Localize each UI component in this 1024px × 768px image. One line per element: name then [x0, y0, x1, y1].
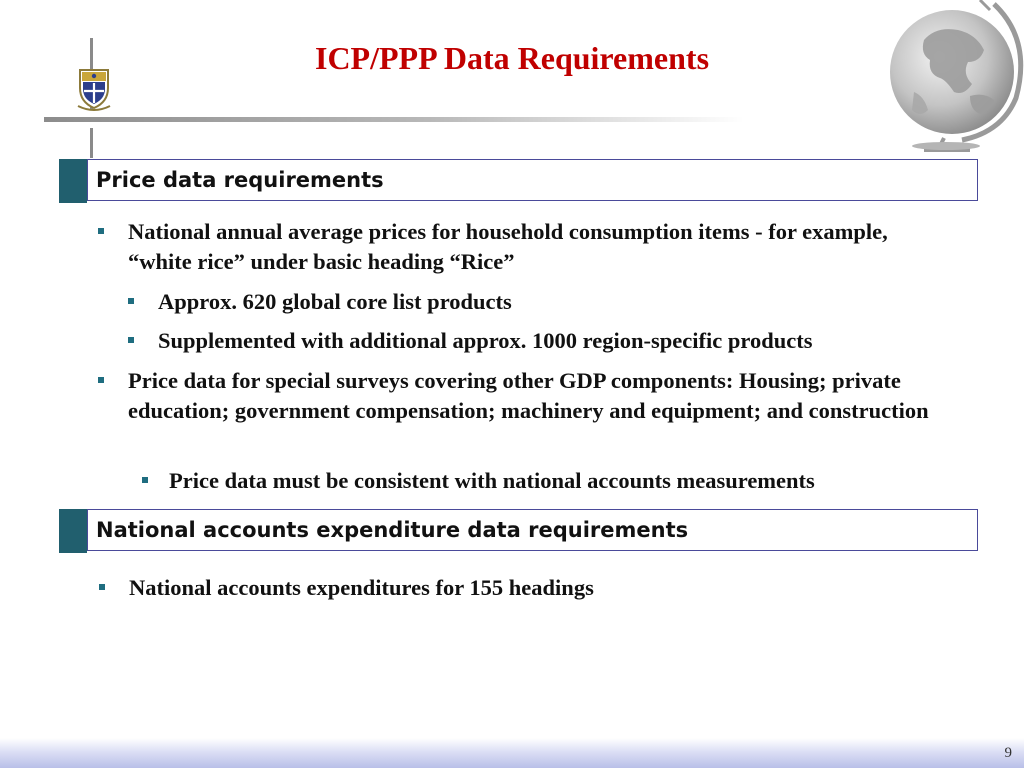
header-horizontal-rule — [44, 117, 744, 122]
section-tab-national-accounts — [59, 509, 87, 553]
page-title: ICP/PPP Data Requirements — [314, 40, 710, 76]
list-item: Price data for special surveys covering other GDP components: Housing; private education; government compensation; machinery and equipment; and construction — [128, 368, 929, 423]
list-item: National annual average prices for household consumption items - for example, “white rice” under basic heading “Rice” — [128, 219, 888, 274]
square-bullet-icon — [98, 228, 104, 234]
square-bullet-icon — [142, 477, 148, 483]
square-bullet-icon — [128, 298, 134, 304]
list-item: Supplemented with additional approx. 1000 region-specific products — [158, 328, 813, 353]
square-bullet-icon — [98, 377, 104, 383]
list-item: Approx. 620 global core list products — [158, 289, 512, 314]
square-bullet-icon — [128, 337, 134, 343]
section-heading-price-data — [87, 159, 978, 201]
university-crest-icon — [76, 66, 112, 112]
globe-icon — [884, 0, 1024, 152]
header-lower-vertical-bar — [90, 128, 93, 158]
footer-gradient-band — [0, 738, 1024, 768]
list-item: Price data must be consistent with national accounts measurements — [169, 468, 815, 493]
section-heading-label: National accounts expenditure data requirements — [96, 518, 689, 542]
list-item: National accounts expenditures for 155 headings — [129, 575, 594, 600]
section-tab-price-data — [59, 159, 87, 203]
page-number: 9 — [1004, 745, 1012, 761]
section-heading-label: Price data requirements — [96, 168, 384, 192]
section-heading-national-accounts — [87, 509, 978, 551]
square-bullet-icon — [99, 584, 105, 590]
